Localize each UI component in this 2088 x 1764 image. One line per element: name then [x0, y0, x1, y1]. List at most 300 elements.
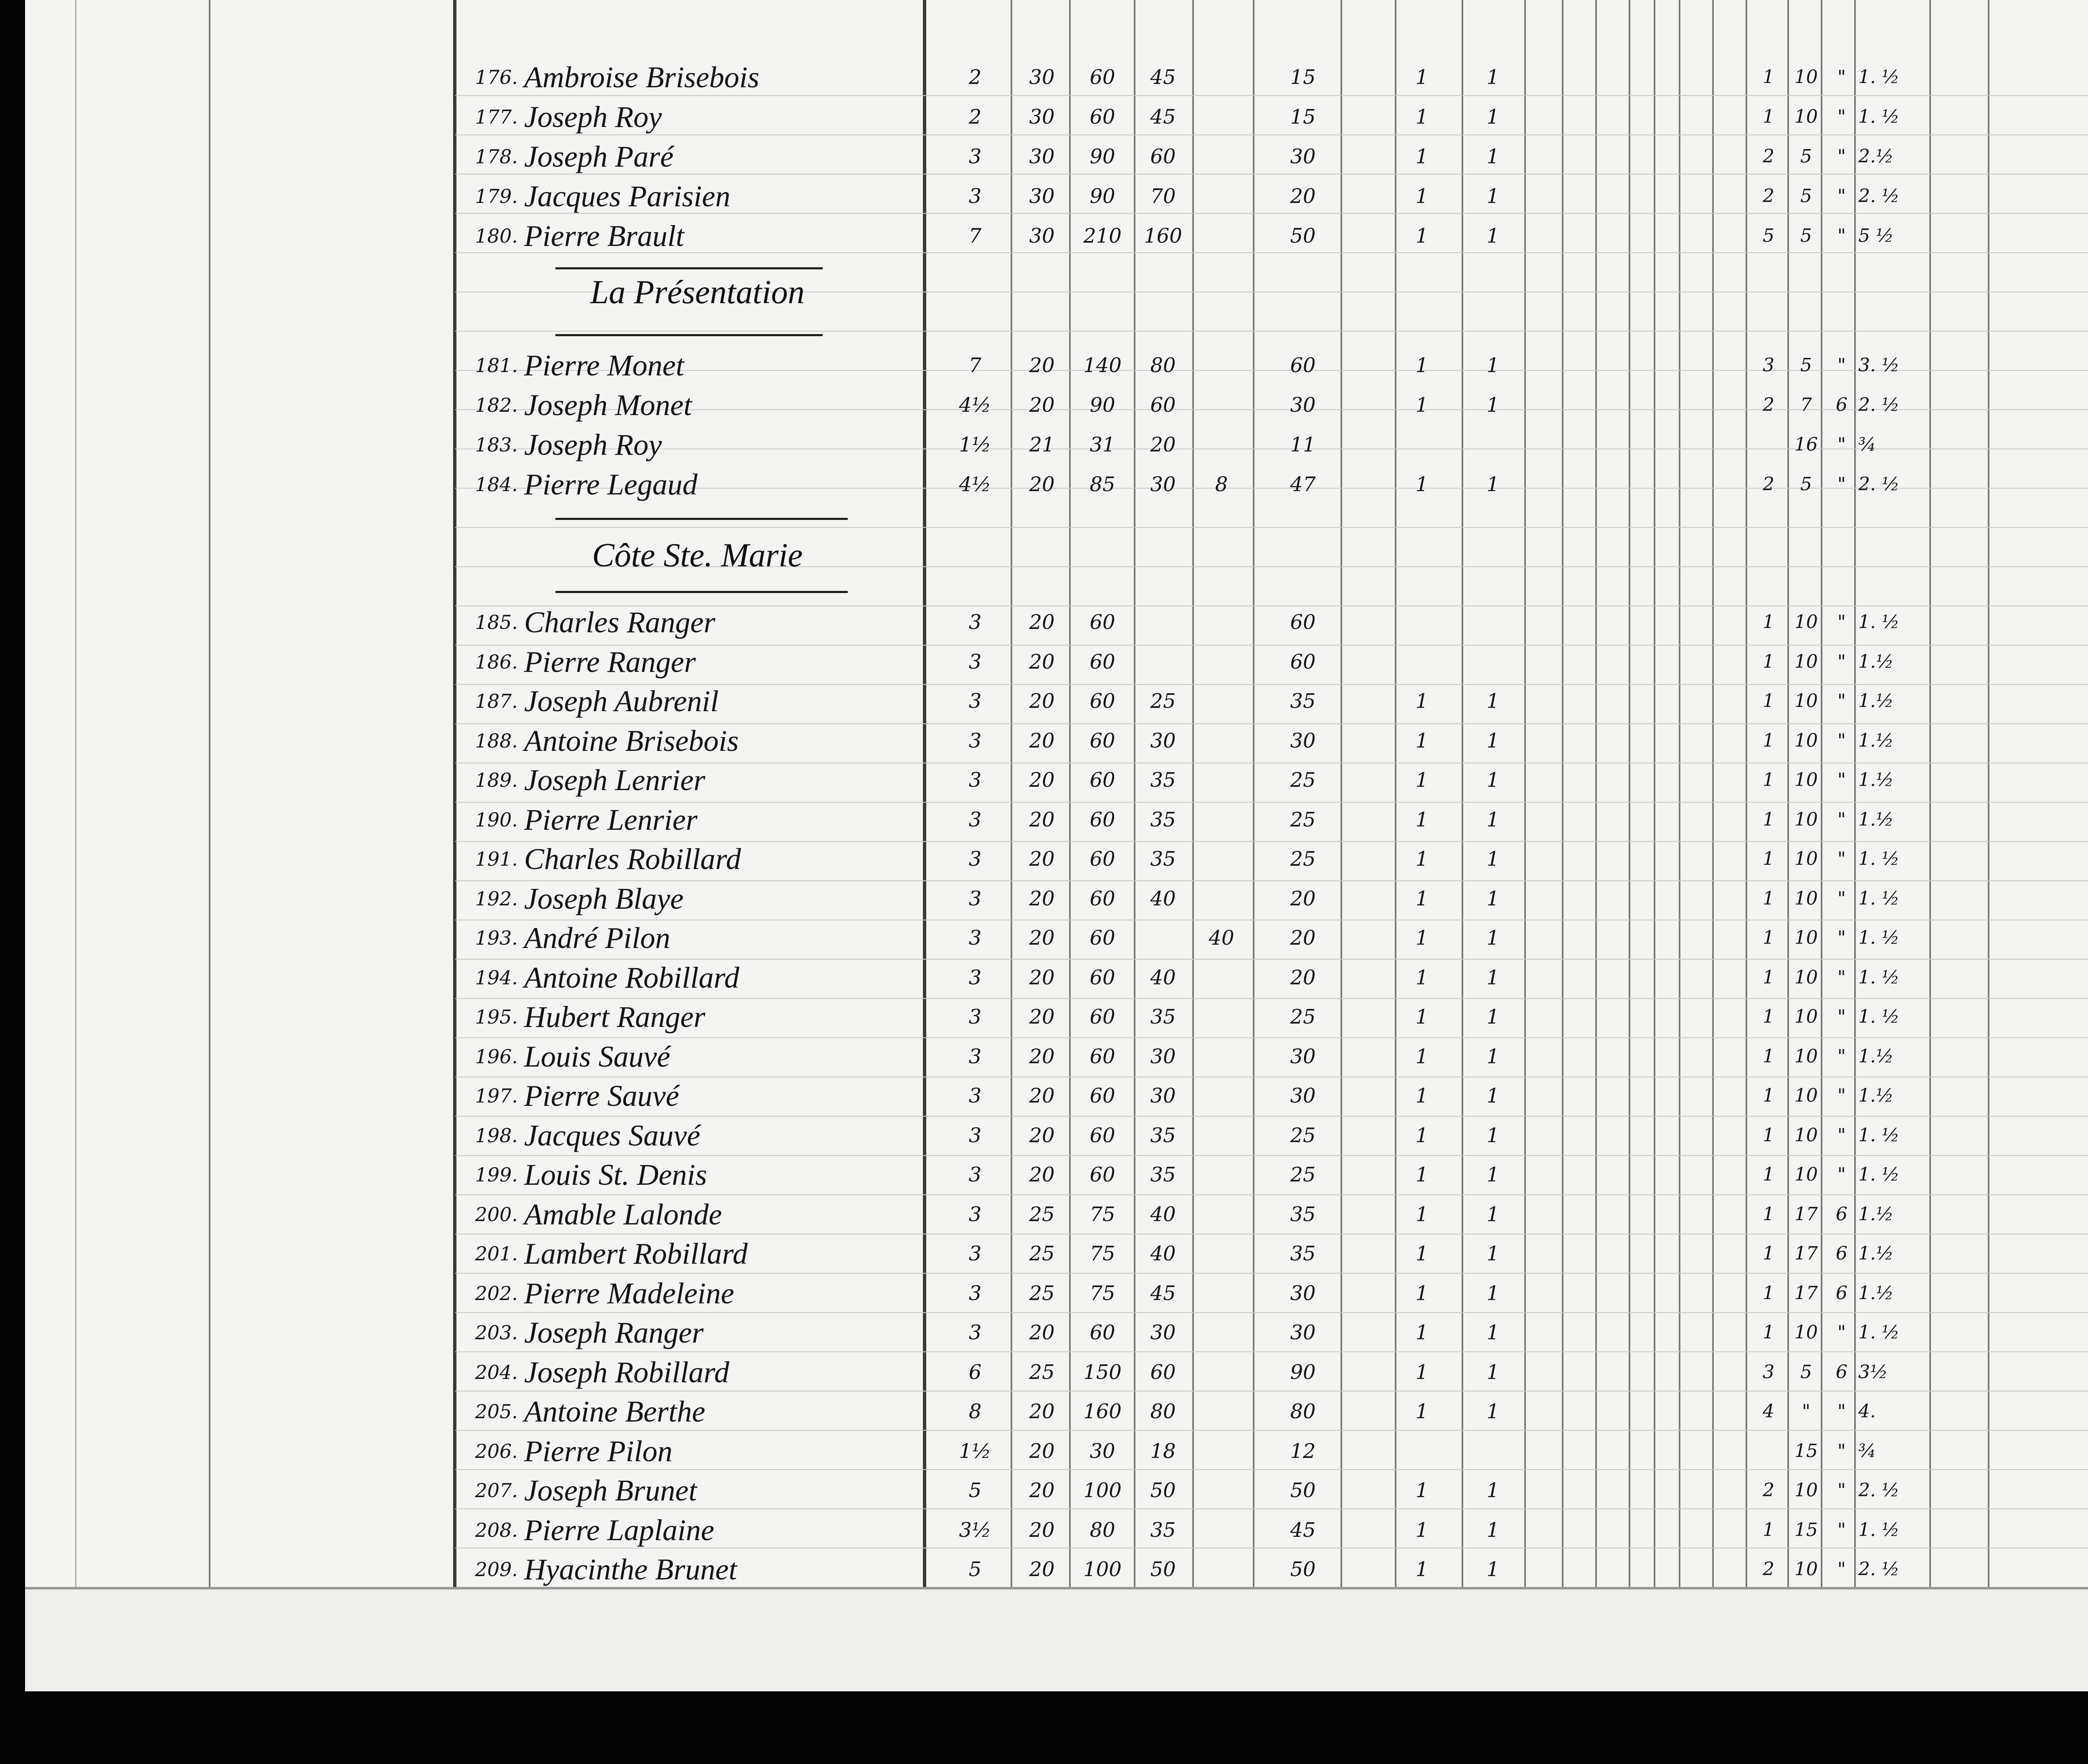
entry-value-i: 2: [1763, 394, 1774, 416]
entry-value-d: 80: [1150, 1400, 1176, 1423]
entry-value-b: 30: [1029, 145, 1055, 168]
row-rule: [455, 1273, 2088, 1274]
entry-value-a: 3: [968, 729, 982, 753]
entry-value-e: [1194, 426, 1249, 464]
entry-value-a: 3½: [959, 1518, 991, 1542]
entry-value-k: ": [1837, 355, 1846, 376]
entry-value-g: 1: [1415, 729, 1429, 753]
entry-number: 181.: [475, 354, 518, 377]
entry-value-k: 6: [1836, 1282, 1847, 1304]
entry-value-i: 2: [1763, 1480, 1774, 1501]
entry-value-e: [1194, 682, 1249, 720]
entry-name: Pierre Legaud: [524, 468, 698, 501]
register-row: [25, 98, 2088, 136]
entry-value-e: [1194, 1393, 1249, 1430]
entry-value-l: ¾: [1858, 434, 1876, 455]
entry-value-f: 30: [1290, 1044, 1316, 1068]
entry-value-e: [1194, 880, 1249, 917]
entry-value-i: 2: [1763, 474, 1774, 495]
entry-value-l: 1. ½: [1858, 106, 1900, 127]
entry-value-d: 40: [1150, 966, 1176, 989]
entry-value-k: 6: [1836, 1361, 1847, 1383]
entry-value-c: 60: [1090, 66, 1115, 89]
entry-name: Antoine Brisebois: [524, 724, 739, 758]
register-row: [25, 959, 2088, 996]
entry-value-h: 1: [1486, 729, 1500, 753]
entry-value-f: 20: [1290, 926, 1316, 950]
entry-value-l: 1. ½: [1858, 1322, 1900, 1343]
entry-value-j: 10: [1794, 808, 1818, 830]
entry-value-e: [1194, 998, 1249, 1036]
register-row: [25, 217, 2088, 255]
entry-value-i: 5: [1763, 225, 1774, 246]
entry-value-d: 35: [1150, 768, 1176, 792]
entry-value-c: 60: [1090, 689, 1115, 713]
entry-number: 192.: [475, 887, 518, 910]
entry-name: Ambroise Brisebois: [524, 61, 760, 94]
section-rule: [555, 591, 848, 593]
entry-value-j: 10: [1794, 1559, 1818, 1580]
entry-value-h: 1: [1486, 768, 1500, 792]
entry-number: 199.: [475, 1163, 518, 1186]
entry-name: Antoine Berthe: [524, 1395, 705, 1428]
entry-value-d: 35: [1150, 847, 1176, 871]
register-row: [25, 1472, 2088, 1509]
entry-value-f: 60: [1290, 611, 1316, 634]
entry-value-h: 1: [1486, 1163, 1500, 1186]
entry-value-h: 1: [1486, 808, 1500, 831]
register-row: [25, 347, 2088, 384]
entry-value-a: 3: [968, 808, 982, 831]
entry-value-f: 25: [1290, 1163, 1316, 1186]
entry-value-b: 20: [1029, 808, 1055, 831]
entry-value-i: 1: [1763, 848, 1774, 869]
entry-value-a: 3: [968, 1242, 982, 1265]
row-rule: [455, 1312, 2088, 1313]
entry-value-b: 20: [1029, 354, 1055, 377]
entry-value-c: 60: [1090, 1005, 1115, 1029]
entry-value-d: 45: [1150, 105, 1176, 129]
entry-value-b: 20: [1029, 1163, 1055, 1186]
entry-number: 207.: [475, 1479, 518, 1502]
entry-value-a: 3: [968, 1281, 982, 1305]
entry-value-f: 50: [1290, 1558, 1316, 1581]
entry-value-c: 60: [1090, 926, 1115, 950]
entry-value-e: [1194, 98, 1249, 136]
entry-value-j: 5: [1800, 225, 1812, 246]
entry-value-b: 20: [1029, 966, 1055, 989]
entry-value-b: 20: [1029, 393, 1055, 417]
entry-value-e: [1194, 177, 1249, 215]
entry-value-k: ": [1837, 434, 1846, 455]
entry-value-d: 30: [1150, 1044, 1176, 1068]
entry-value-i: 1: [1763, 1124, 1774, 1146]
entry-value-d: 45: [1150, 66, 1176, 89]
entry-value-e: [1194, 1551, 1249, 1588]
entry-value-f: 20: [1290, 185, 1316, 208]
entry-value-g: 1: [1415, 689, 1429, 713]
entry-value-k: ": [1837, 1124, 1846, 1146]
entry-value-e: [1194, 603, 1249, 641]
entry-value-d: 40: [1150, 1242, 1176, 1265]
entry-value-g: 1: [1415, 926, 1429, 950]
entry-value-a: 3: [968, 847, 982, 871]
entry-value-k: ": [1837, 848, 1846, 869]
entry-value-k: ": [1837, 1559, 1846, 1580]
entry-value-f: 15: [1290, 66, 1316, 89]
register-row: [25, 722, 2088, 760]
entry-value-f: 30: [1290, 1084, 1316, 1108]
entry-name: Joseph Aubrenil: [524, 684, 719, 718]
entry-value-d: 25: [1150, 689, 1176, 713]
entry-value-j: 10: [1794, 106, 1818, 127]
entry-number: 186.: [475, 650, 518, 673]
entry-value-b: 20: [1029, 1084, 1055, 1108]
entry-value-i: 1: [1763, 106, 1774, 127]
entry-value-h: 1: [1486, 105, 1500, 129]
entry-value-j: 5: [1800, 185, 1812, 207]
entry-value-l: 1. ½: [1858, 848, 1900, 869]
register-row: [25, 1432, 2088, 1470]
entry-value-i: 1: [1763, 1243, 1774, 1264]
entry-value-a: 3: [968, 1044, 982, 1068]
entry-name: Antoine Robillard: [524, 961, 740, 994]
entry-value-k: ": [1837, 1401, 1846, 1422]
entry-value-e: [1194, 58, 1249, 96]
entry-value-j: 10: [1794, 927, 1818, 948]
entry-value-l: 1.½: [1858, 808, 1894, 830]
entry-value-h: 1: [1486, 145, 1500, 168]
entry-value-k: ": [1837, 1085, 1846, 1106]
entry-value-d: 30: [1150, 473, 1176, 496]
entry-value-i: 1: [1763, 1045, 1774, 1067]
entry-value-a: 1½: [959, 1439, 991, 1463]
entry-value-i: 1: [1763, 1164, 1774, 1185]
entry-value-c: 60: [1090, 729, 1115, 753]
entry-value-b: 20: [1029, 1479, 1055, 1502]
entry-value-k: ": [1837, 474, 1846, 495]
entry-number: 183.: [475, 433, 518, 456]
entry-value-l: 1.½: [1858, 1282, 1894, 1304]
entry-value-h: [1466, 603, 1520, 641]
entry-value-c: 60: [1090, 1321, 1115, 1344]
entry-number: 198.: [475, 1124, 518, 1147]
entry-name: Joseph Roy: [524, 100, 662, 134]
entry-value-h: 1: [1486, 966, 1500, 989]
entry-value-h: 1: [1486, 1400, 1500, 1423]
entry-value-a: 2: [968, 105, 982, 129]
entry-value-e: [1194, 1156, 1249, 1194]
entry-value-b: 30: [1029, 185, 1055, 208]
entry-value-d: 40: [1150, 887, 1176, 910]
entry-value-i: 3: [1763, 1361, 1774, 1383]
entry-value-b: 25: [1029, 1281, 1055, 1305]
entry-name: Charles Ranger: [524, 606, 715, 639]
entry-value-i: 1: [1763, 730, 1774, 751]
entry-value-b: 25: [1029, 1242, 1055, 1265]
register-row: [25, 1038, 2088, 1075]
entry-value-c: 60: [1090, 1084, 1115, 1108]
entry-value-e: [1194, 1038, 1249, 1075]
entry-value-c: 60: [1090, 887, 1115, 910]
entry-value-g: 1: [1415, 66, 1429, 89]
entry-value-e: [1194, 1117, 1249, 1154]
entry-value-c: 100: [1083, 1558, 1122, 1581]
entry-value-g: 1: [1415, 224, 1429, 248]
entry-value-f: 50: [1290, 224, 1316, 248]
entry-value-f: 12: [1290, 1439, 1316, 1463]
entry-value-g: 1: [1415, 1479, 1429, 1502]
entry-value-k: ": [1837, 808, 1846, 830]
entry-value-d: 20: [1150, 433, 1176, 456]
entry-value-h: 1: [1486, 1242, 1500, 1265]
entry-value-j: 10: [1794, 769, 1818, 791]
entry-value-b: 20: [1029, 1005, 1055, 1029]
entry-value-a: 3: [968, 185, 982, 208]
entry-value-i: 1: [1763, 690, 1774, 712]
entry-value-c: 30: [1090, 1439, 1115, 1463]
entry-value-j: 10: [1794, 1164, 1818, 1185]
entry-value-a: 3: [968, 650, 982, 674]
entry-value-a: 3: [968, 966, 982, 989]
entry-value-e: 40: [1209, 926, 1234, 950]
entry-value-h: 1: [1486, 1518, 1500, 1542]
entry-value-j: 17: [1794, 1203, 1818, 1225]
entry-value-c: 75: [1090, 1281, 1115, 1305]
entry-value-l: 1. ½: [1858, 927, 1900, 948]
entry-value-e: [1194, 217, 1249, 255]
entry-value-k: ": [1837, 1440, 1846, 1462]
entry-value-f: 30: [1290, 1281, 1316, 1305]
entry-name: Hyacinthe Brunet: [524, 1553, 737, 1586]
entry-value-k: 6: [1836, 1203, 1847, 1225]
register-row: [25, 840, 2088, 878]
entry-name: Pierre Laplaine: [524, 1513, 715, 1547]
entry-value-d: 35: [1150, 1123, 1176, 1147]
register-row: [25, 643, 2088, 681]
row-rule: [455, 527, 2088, 528]
entry-value-j: 10: [1794, 651, 1818, 672]
entry-value-l: 1.½: [1858, 769, 1894, 791]
entry-number: 205.: [475, 1400, 518, 1423]
entry-value-e: [1194, 643, 1249, 681]
entry-value-l: 2. ½: [1858, 185, 1900, 207]
entry-value-k: ": [1837, 1006, 1846, 1027]
entry-number: 178.: [475, 145, 518, 168]
entry-value-l: 1. ½: [1858, 1124, 1900, 1146]
entry-value-a: 3: [968, 887, 982, 910]
entry-value-d: 35: [1150, 1518, 1176, 1542]
register-row: [25, 386, 2088, 424]
entry-value-l: 1.½: [1858, 1243, 1894, 1264]
entry-name: Joseph Monet: [524, 388, 692, 422]
entry-number: 176.: [475, 66, 518, 89]
entry-value-e: [1194, 840, 1249, 878]
entry-value-g: 1: [1415, 1321, 1429, 1344]
entry-value-f: 15: [1290, 105, 1316, 129]
entry-value-g: [1395, 1432, 1449, 1470]
entry-number: 185.: [475, 611, 518, 634]
entry-value-b: 20: [1029, 887, 1055, 910]
entry-number: 202.: [475, 1282, 518, 1305]
entry-value-j: 15: [1794, 1519, 1818, 1541]
entry-value-f: 25: [1290, 1005, 1316, 1029]
entry-value-d: 35: [1150, 1163, 1176, 1186]
entry-value-g: 1: [1415, 1558, 1429, 1581]
entry-value-e: [1194, 722, 1249, 760]
entry-value-h: 1: [1486, 1084, 1500, 1108]
entry-value-a: 3: [968, 689, 982, 713]
entry-number: 197.: [475, 1085, 518, 1107]
entry-value-h: 1: [1486, 66, 1500, 89]
entry-value-j: 10: [1794, 966, 1818, 988]
entry-number: 190.: [475, 808, 518, 831]
entry-name: Hubert Ranger: [524, 1000, 705, 1034]
entry-value-f: 35: [1290, 1202, 1316, 1226]
register-row: [25, 801, 2088, 839]
entry-value-k: ": [1837, 690, 1846, 712]
entry-value-g: [1395, 426, 1449, 464]
entry-value-d: 60: [1150, 145, 1176, 168]
entry-value-k: ": [1837, 1164, 1846, 1185]
register-row: [25, 1235, 2088, 1272]
entry-value-k: ": [1837, 966, 1846, 988]
register-row: [25, 761, 2088, 799]
register-row: [25, 603, 2088, 641]
entry-value-d: 30: [1150, 1084, 1176, 1108]
entry-name: André Pilon: [524, 921, 670, 955]
entry-number: 177.: [475, 106, 518, 128]
entry-number: 184.: [475, 473, 518, 496]
entry-value-f: 35: [1290, 689, 1316, 713]
entry-value-j: 10: [1794, 887, 1818, 909]
entry-value-d: 60: [1150, 1360, 1176, 1384]
entry-value-e: [1194, 959, 1249, 996]
entry-value-g: 1: [1415, 1044, 1429, 1068]
entry-value-e: [1194, 801, 1249, 839]
entry-value-c: 60: [1090, 808, 1115, 831]
entry-value-d: 50: [1150, 1479, 1176, 1502]
entry-value-d: 35: [1150, 808, 1176, 831]
register-row: [25, 880, 2088, 917]
entry-value-j: 10: [1794, 1085, 1818, 1106]
entry-name: Lambert Robillard: [524, 1237, 748, 1270]
entry-name: Pierre Lenrier: [524, 803, 698, 836]
entry-value-d: 80: [1150, 354, 1176, 377]
entry-number: 191.: [475, 848, 518, 870]
entry-value-b: 20: [1029, 729, 1055, 753]
register-row: [25, 1077, 2088, 1115]
entry-value-k: ": [1837, 146, 1846, 167]
entry-value-j: 10: [1794, 690, 1818, 712]
entry-name: Joseph Lenrier: [524, 763, 705, 797]
entry-value-b: 20: [1029, 473, 1055, 496]
entry-value-c: 31: [1090, 433, 1115, 456]
entry-value-j: 5: [1800, 474, 1812, 495]
entry-value-f: 25: [1290, 1123, 1316, 1147]
register-row: [25, 58, 2088, 96]
entry-name: Louis Sauvé: [524, 1039, 670, 1073]
entry-value-f: 25: [1290, 847, 1316, 871]
entry-value-f: 30: [1290, 145, 1316, 168]
entry-number: 195.: [475, 1006, 518, 1028]
entry-value-b: 30: [1029, 66, 1055, 89]
entry-value-l: 3½: [1858, 1361, 1888, 1383]
entry-value-h: 1: [1486, 393, 1500, 417]
entry-name: Joseph Paré: [524, 140, 674, 173]
entry-value-e: [1194, 1314, 1249, 1351]
entry-value-a: 3: [968, 926, 982, 950]
entry-value-h: 1: [1486, 1005, 1500, 1029]
entry-value-i: 1: [1763, 651, 1774, 672]
entry-value-b: 20: [1029, 650, 1055, 674]
entry-value-b: 30: [1029, 105, 1055, 129]
entry-value-b: 20: [1029, 1321, 1055, 1344]
entry-value-h: [1466, 643, 1520, 681]
entry-value-a: 3: [968, 1163, 982, 1186]
entry-value-c: 60: [1090, 650, 1115, 674]
entry-value-f: 25: [1290, 768, 1316, 792]
entry-value-b: 30: [1029, 224, 1055, 248]
entry-value-d: 35: [1150, 1005, 1176, 1029]
entry-value-j: 5: [1800, 146, 1812, 167]
entry-value-d: 45: [1150, 1281, 1176, 1305]
entry-value-h: 1: [1486, 1360, 1500, 1384]
entry-value-i: 4: [1763, 1401, 1774, 1422]
entry-value-b: 20: [1029, 1518, 1055, 1542]
entry-value-h: [1466, 426, 1520, 464]
entry-value-l: 1.½: [1858, 690, 1894, 712]
entry-name: Joseph Blaye: [524, 882, 684, 915]
row-rule: [455, 331, 2088, 332]
entry-number: 189.: [475, 769, 518, 791]
entry-value-k: ": [1837, 769, 1846, 791]
entry-value-k: ": [1837, 1045, 1846, 1067]
entry-value-d: 30: [1150, 1321, 1176, 1344]
entry-value-k: ": [1837, 225, 1846, 246]
entry-value-b: 20: [1029, 768, 1055, 792]
entry-value-i: 1: [1763, 966, 1774, 988]
entry-number: 206.: [475, 1440, 518, 1462]
entry-value-g: 1: [1415, 1202, 1429, 1226]
entry-value-h: 1: [1486, 473, 1500, 496]
entry-value-d: 30: [1150, 729, 1176, 753]
register-row: [25, 1275, 2088, 1312]
page-bottom-margin: [25, 1587, 2088, 1691]
entry-number: 208.: [475, 1518, 518, 1541]
entry-name: Pierre Pilon: [524, 1434, 673, 1468]
entry-value-j: 16: [1794, 434, 1818, 455]
entry-value-h: 1: [1486, 224, 1500, 248]
entry-value-d: 50: [1150, 1558, 1176, 1581]
entry-value-e: [1194, 1511, 1249, 1549]
entry-value-i: 1: [1763, 927, 1774, 948]
entry-value-c: 160: [1083, 1400, 1122, 1423]
entry-name: Pierre Madeleine: [524, 1276, 735, 1310]
entry-value-d: 160: [1144, 224, 1182, 248]
entry-value-b: 20: [1029, 611, 1055, 634]
entry-value-f: 60: [1290, 650, 1316, 674]
entry-value-g: 1: [1415, 145, 1429, 168]
entry-value-l: 1. ½: [1858, 66, 1900, 88]
entry-value-e: [1194, 1077, 1249, 1115]
entry-value-g: [1395, 603, 1449, 641]
entry-value-g: [1395, 643, 1449, 681]
entry-value-f: 25: [1290, 808, 1316, 831]
entry-value-l: 2. ½: [1858, 1559, 1900, 1580]
entry-value-i: 2: [1763, 185, 1774, 207]
entry-value-e: [1194, 1353, 1249, 1391]
